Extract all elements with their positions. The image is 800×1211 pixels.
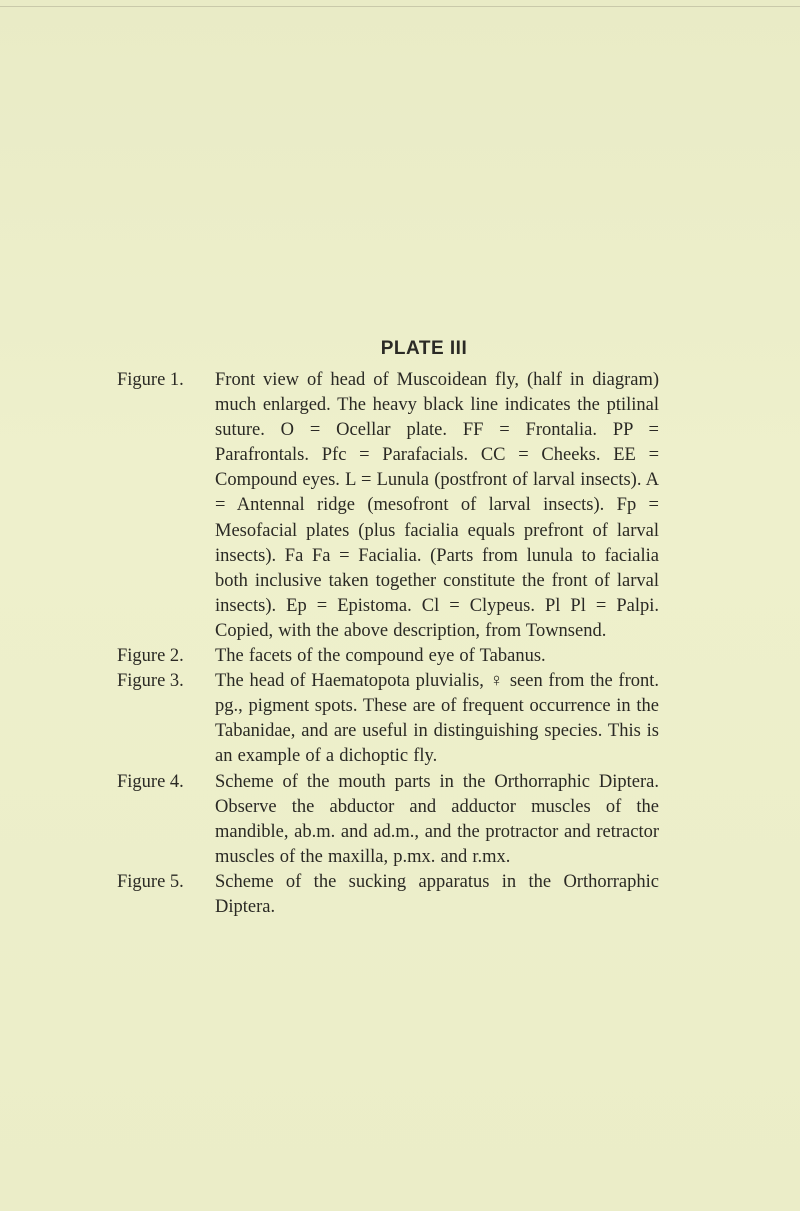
figure-caption: Scheme of the mouth parts in the Orthorraphic Diptera. Observe the abductor and adductor muscles of the mandible, ab.m. and ad.m., and the protractor and retractor muscles of the maxilla, p.mx. and r.mx. xyxy=(215,771,659,867)
figure-label: Figure 2. xyxy=(117,646,184,667)
figure-legend xyxy=(0,368,800,920)
figure-caption: The head of Haematopota pluvialis, ♀ seen from the front. pg., pigment spots. These are of frequent occurrence in the Tabanidae, and are useful in distinguishing species. This is an example of a dichoptic fly. xyxy=(215,671,659,767)
figure-entry-3 xyxy=(0,669,800,769)
figure-label: Figure 3. xyxy=(117,671,184,692)
figure-caption: Scheme of the sucking apparatus in the Orthorraphic Diptera. xyxy=(215,871,659,917)
figure-caption: Front view of head of Muscoidean fly, (half in diagram) much enlarged. The heavy black line indicates the ptilinal suture. O = Ocellar plate. FF = Frontalia. PP = Parafrontals. Pfc = Parafacials. CC = Cheeks. EE = Compound eyes. L = Lunula (postfront of larval insects). A = Antennal ridge (mesofront of larval insects). Fp = Mesofacial plates (plus facialia equals prefront of larval insects). Fa Fa = Facialia. (Parts from lunula to facialia both inclusive taken together constitute the front of larval insects). Ep = Epistoma. Cl = Clypeus. Pl Pl = Palpi. Copied, with the above description, from Townsend. xyxy=(215,370,659,641)
figure-entry-4 xyxy=(0,770,800,870)
figure-label: Figure 5. xyxy=(117,871,184,892)
figure-entry-2 xyxy=(0,644,800,669)
figure-label: Figure 4. xyxy=(117,771,184,792)
top-divider xyxy=(0,6,800,7)
plate-title: PLATE III xyxy=(380,338,468,359)
figure-label: Figure 1. xyxy=(117,370,184,390)
figure-entry-1 xyxy=(0,368,800,644)
figure-entry-5 xyxy=(0,870,800,920)
figure-caption: The facets of the compound eye of Tabanus. xyxy=(215,646,546,667)
